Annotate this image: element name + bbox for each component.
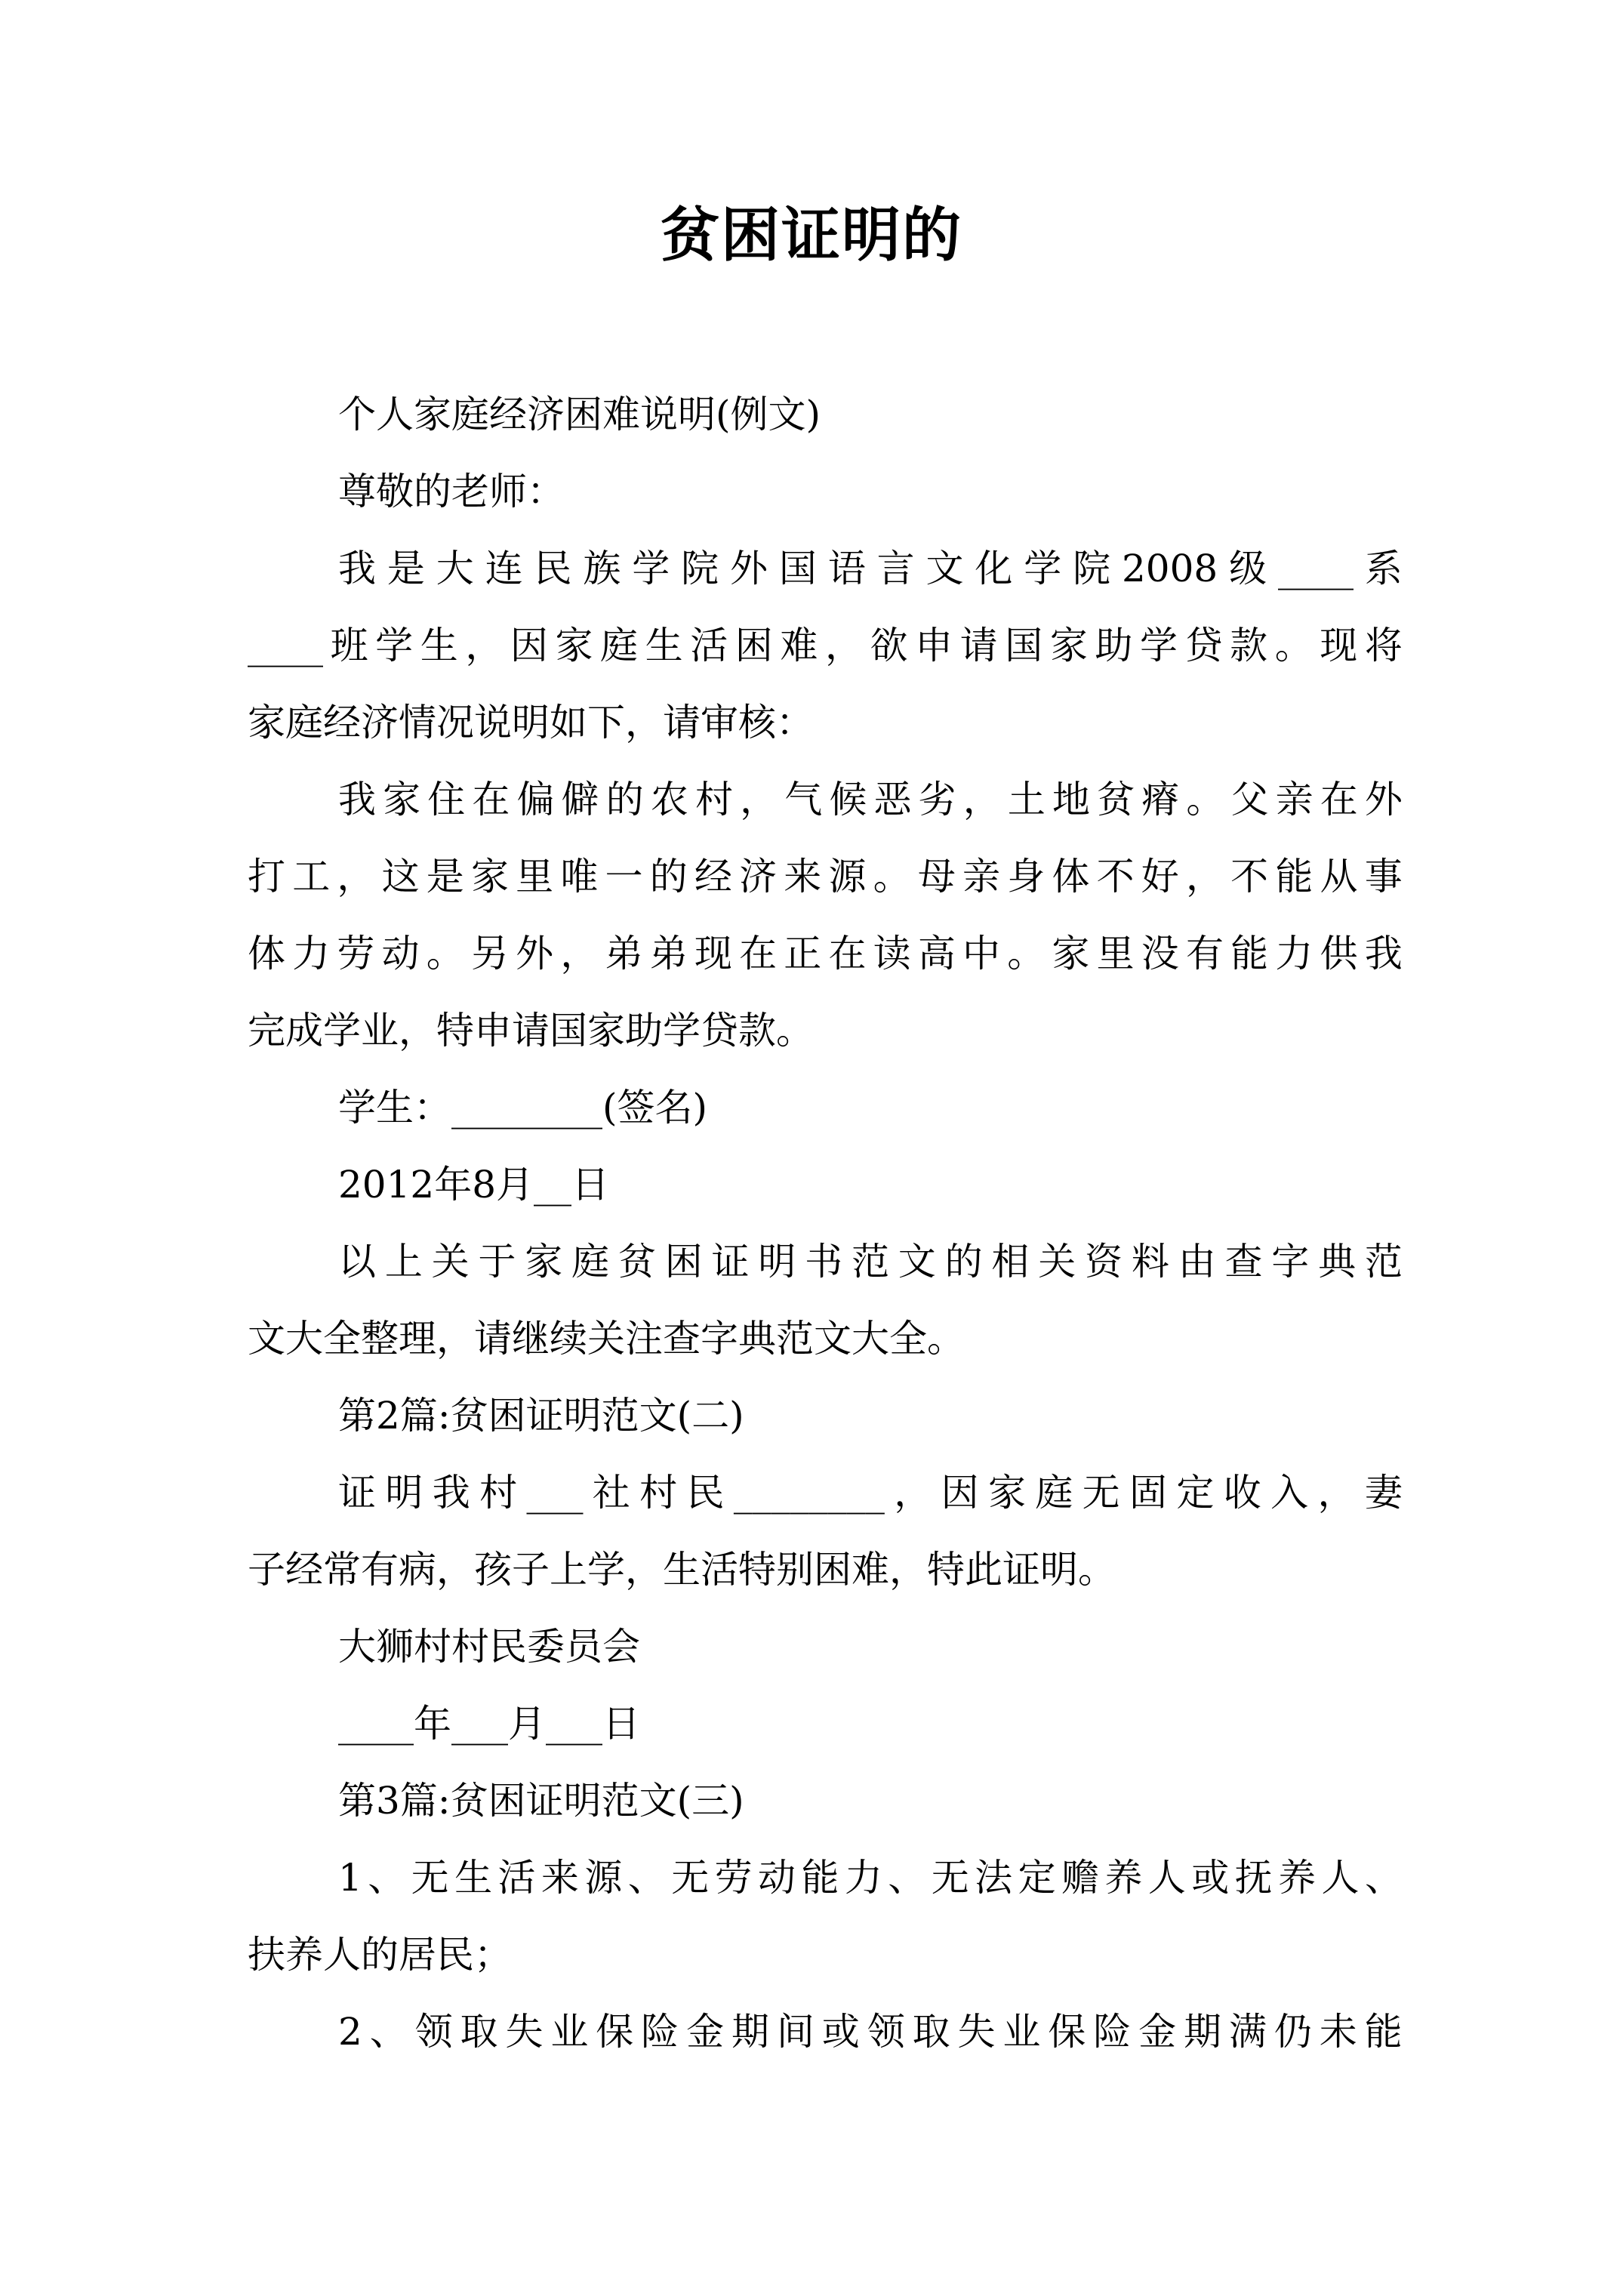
- text-line: 第2篇:贫困证明范文(二): [338, 1394, 744, 1438]
- text-line: 文大全整理，请继续关注查字典范文大全。: [248, 1317, 965, 1361]
- text-line: 2 、 领 取 失 业 保 险 金 期 间 或 领 取 失 业 保 险 金 期 满 仍 未 能: [338, 2010, 1403, 2054]
- document-title: 贫困证明的: [660, 201, 962, 270]
- text-line: 完成学业，特申请国家助学贷款。: [248, 1009, 814, 1052]
- text-line: 个人家庭经济困难说明(例文): [338, 393, 821, 436]
- text-line: 学生：________(签名): [338, 1086, 708, 1130]
- text-line: 第3篇:贫困证明范文(三): [338, 1779, 744, 1823]
- text-line: 我 是 大 连 民 族 学 院 外 国 语 言 文 化 学 院 2008 级 ____ 系: [338, 547, 1403, 590]
- text-line: 我 家 住 在 偏 僻 的 农 村 ， 气 候 恶 劣 ， 土 地 贫 瘠 。 父 亲 在 外: [338, 778, 1403, 821]
- text-line: 证 明 我 村 ___ 社 村 民 ________ ， 因 家 庭 无 固 定 收 入 ， 妻: [338, 1471, 1403, 1515]
- document-body: [248, 376, 1403, 2070]
- text-line: 体 力 劳 动 。 另 外 ， 弟 弟 现 在 正 在 读 高 中 。 家 里 没 有 能 力 供 我: [248, 932, 1403, 975]
- text-line: ____ 班 学 生 ， 因 家 庭 生 活 困 难 ， 欲 申 请 国 家 助 学 贷 款 。 现 将: [248, 624, 1403, 667]
- text-line: 以 上 关 于 家 庭 贫 困 证 明 书 范 文 的 相 关 资 料 由 查 字 典 范: [338, 1240, 1403, 1284]
- text-line: 子经常有病，孩子上学，生活特别困难，特此证明。: [248, 1548, 1116, 1592]
- text-line: 1 、 无 生 活 来 源 、 无 劳 动 能 力 、 无 法 定 赡 养 人 或 抚 养 人 、: [338, 1856, 1403, 1900]
- text-line: 扶养人的居民；: [248, 1933, 512, 1977]
- text-line: 尊敬的老师：: [338, 470, 565, 513]
- text-line: 2012年8月__日: [338, 1163, 610, 1207]
- text-line: 家庭经济情况说明如下，请审核：: [248, 701, 814, 744]
- text-line: 大狮村村民委员会: [338, 1625, 640, 1669]
- text-line: 打 工 ， 这 是 家 里 唯 一 的 经 济 来 源 。 母 亲 身 体 不 好 ， 不 能 从 事: [248, 855, 1403, 898]
- text-line: ____年___月___日: [338, 1702, 640, 1746]
